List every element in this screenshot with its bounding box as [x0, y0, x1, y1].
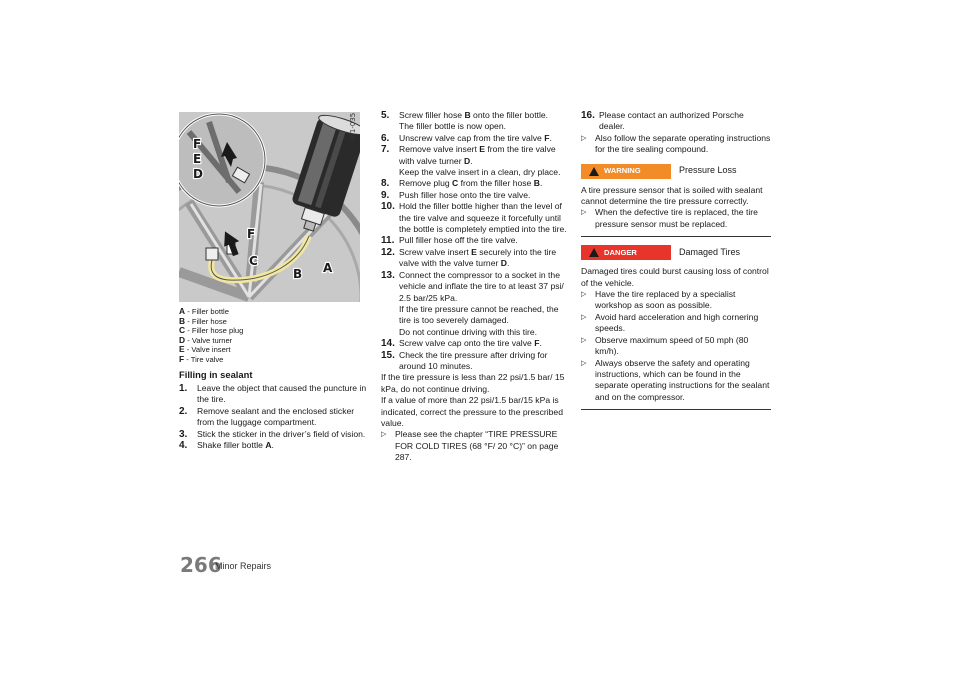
figure-legend [179, 307, 367, 365]
svg-text:F: F [247, 227, 256, 241]
sealing-compound-bullet: ▷ Also follow the separate operating instructions for the tire sealing compound. [581, 132, 771, 155]
step-11: 11. Pull filler hose off the tire valve. [381, 235, 518, 247]
figure-code: 461-035 [349, 112, 357, 142]
legend-item: F - Tire valve [179, 353, 224, 364]
step-13: 13. Connect the compressor to a socket in the vehicle and inflate the tire to at least 37 psi/ 2.5 bar/25 kPa. If the tire pressure cannot be reached, the tire is too severely damaged. Do not continue driving with this tire. [381, 269, 564, 337]
triangle-bullet-icon: ▷ [581, 336, 587, 344]
column-1 [179, 307, 367, 451]
step-10: 10. Hold the filler bottle higher than the level of the tire valve and squeeze it forcefully until the bottle is completely emptied into the tire. [381, 201, 567, 235]
svg-text:E: E [193, 152, 202, 166]
legend-item: A - Filler bottle [179, 306, 229, 316]
step-16: 16. Please contact an authorized Porsche dealer. [581, 110, 744, 132]
danger-badge: DANGER [581, 245, 671, 260]
step-8: 8. Remove plug C from the filler hose B. [381, 178, 543, 190]
step-2: 2. Remove sealant and the enclosed sticker from the luggage compartment. [179, 405, 355, 428]
step-5: 5. Screw filler hose B onto the filler bottle. The filler bottle is now open. [381, 110, 549, 132]
step-9: 9. Push filler hose onto the tire valve. [381, 189, 531, 201]
step-15: 15. Check the tire pressure after driving for around 10 minutes. If the tire pressure is less than 22 psi/1.5 bar/ 15 kPa, do not continue driving. If a value of more than 22 psi/1.5 bar/15 kPa is indicated, correct the pressure to the prescribed value. [381, 349, 565, 428]
step-4: 4. Shake filler bottle A. [179, 440, 274, 451]
danger-bullet: ▷ Always observe the safety and operating instructions, which can be found in the separate operating instructions for the sealant and on the compressor. [581, 357, 770, 402]
warning-bullet: ▷ When the defective tire is replaced, the tire pressure sensor must be replaced. [581, 207, 758, 229]
warning-title: Pressure Loss [679, 165, 737, 176]
step-1: 1. Leave the object that caused the puncture in the tire. [179, 382, 367, 405]
section-heading: Filling in sealant [179, 368, 253, 380]
legend-item: C - Filler hose plug [179, 325, 244, 336]
triangle-bullet-icon: ▷ [381, 431, 387, 439]
danger-body: Damaged tires could burst causing loss of control of the vehicle. [581, 266, 769, 288]
triangle-bullet-icon: ▷ [581, 359, 587, 367]
warning-header [581, 164, 771, 179]
divider [581, 409, 771, 410]
danger-triangle-icon [589, 248, 599, 257]
column-3 [581, 110, 771, 418]
svg-text:D: D [193, 167, 203, 181]
danger-title: Damaged Tires [679, 247, 741, 258]
danger-header [581, 245, 771, 260]
triangle-bullet-icon: ▷ [581, 291, 587, 299]
warning-body: A tire pressure sensor that is soiled with sealant cannot determine the tire pressure correctly. [581, 184, 763, 207]
legend-item: E - Valve insert [179, 344, 231, 355]
warning-triangle-icon [589, 167, 599, 176]
page-number: 266 [180, 553, 222, 577]
triangle-bullet-icon: ▷ [581, 209, 587, 217]
triangle-bullet-icon: ▷ [581, 134, 587, 142]
tire-sealant-diagram [179, 112, 360, 302]
danger-bullet: ▷ Observe maximum speed of 50 mph (80 km/h). [581, 334, 749, 357]
column-2 [381, 110, 571, 464]
danger-bullet: ▷ Have the tire replaced by a specialist workshop as soon as possible. [581, 289, 736, 311]
svg-text:C: C [249, 254, 258, 268]
step-14: 14. Screw valve cap onto the tire valve F. [381, 338, 542, 350]
section-name: Minor Repairs [215, 561, 272, 571]
svg-text:B: B [293, 267, 303, 281]
divider [581, 236, 771, 237]
step-7: 7. Remove valve insert E from the tire valve with valve turner D. Keep the valve insert in a clean, dry place. [381, 144, 561, 178]
legend-item: B - Filler hose [179, 315, 227, 326]
svg-text:A: A [323, 261, 333, 275]
step-12: 12. Screw valve insert E securely into the tire valve with the valve turner D. [381, 246, 557, 269]
danger-bullet: ▷ Avoid hard acceleration and high cornering speeds. [581, 311, 759, 334]
svg-text:F: F [193, 137, 202, 151]
filler-bottle-illustration [179, 112, 360, 302]
triangle-bullet-icon: ▷ [581, 313, 587, 321]
page-reference-bullet: ▷ Please see the chapter “TIRE PRESSURE FOR COLD TIRES (68 °F/ 20 °C)” on page 287. [381, 429, 559, 463]
legend-item: D - Valve turner [179, 334, 233, 345]
warning-badge: WARNING [581, 164, 671, 179]
step-3: 3. Stick the sticker in the driver’s field of vision. [179, 428, 366, 440]
step-6: 6. Unscrew valve cap from the tire valve F. [381, 132, 552, 144]
